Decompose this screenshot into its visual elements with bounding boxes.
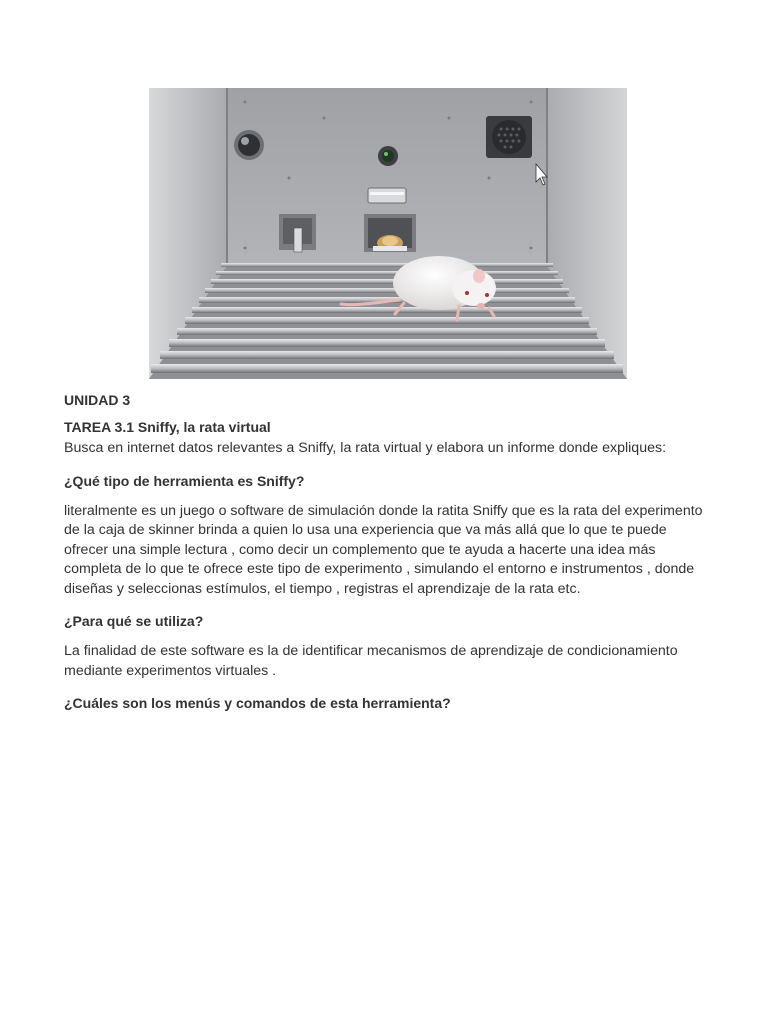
question-3: ¿Cuáles son los menús y comandos de esta herramienta?: [64, 695, 451, 711]
lever-icon: [279, 214, 316, 252]
task-heading: TAREA 3.1 Sniffy, la rata virtual: [64, 419, 271, 435]
light-icon: [234, 130, 264, 160]
grid-floor-bars: [151, 263, 623, 373]
document-body: [64, 391, 714, 712]
question-1: ¿Qué tipo de herramienta es Sniffy?: [64, 472, 305, 489]
indicator-light-icon: [378, 146, 398, 166]
food-dispenser-icon: [364, 214, 416, 252]
intro-paragraph: Busca en internet datos relevantes a Sniffy, la rata virtual y elabora un informe donde expliques:: [64, 440, 667, 456]
answer-2: La finalidad de este software es la de identificar mecanismos de aprendizaje de condicionamiento mediante experimentos virtuales .: [64, 643, 678, 679]
speaker-icon: [486, 116, 532, 158]
question-2: ¿Para qué se utiliza?: [64, 613, 204, 629]
unit-heading: UNIDAD 3: [64, 392, 131, 408]
skinner-box-image: [149, 88, 627, 379]
pellet-bar: [368, 188, 406, 203]
answer-1: literalmente es un juego o software de simulación donde la ratita Sniffy que es la rata del experimento de la caja de skinner brinda a quien lo usa una experiencia que va más allá que lo que te puede ofrecer una simple lectura , como decir un complemento que te ayuda a hacerte una idea más completa de lo que te ofrece este tipo de experimento , simulando el entorno e instrumentos , donde diseñas y seleccionas estímulos, el tiempo , registras el aprendizaje de la rata etc.: [64, 502, 703, 597]
skinner-box-illustration: [149, 88, 627, 379]
